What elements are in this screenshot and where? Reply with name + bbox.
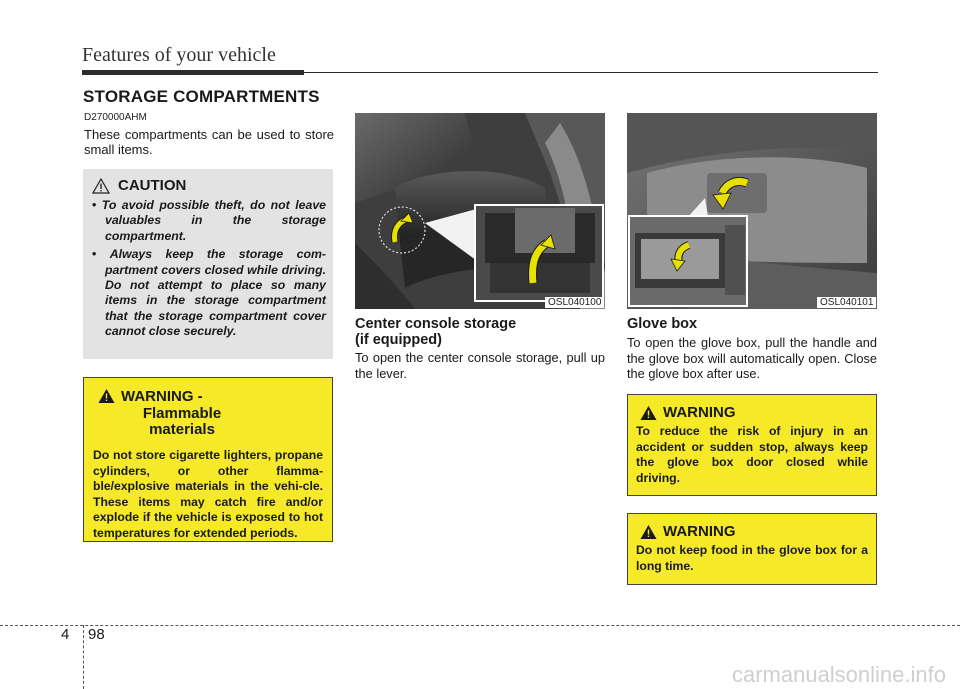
document-code: D270000AHM bbox=[84, 112, 147, 123]
warning-triangle-icon bbox=[640, 405, 657, 421]
warning-flammable-title: WARNING - bbox=[121, 388, 203, 405]
warning-flammable-text: Do not store cigarette lighters, propane cylinders, or other flamma-ble/explosive materials in the vehi-cle. These items may catch fire and/or explode if the vehicle is exposed to hot temperatures for extended periods. bbox=[93, 448, 323, 540]
center-console-image-label: OSL040100 bbox=[545, 297, 604, 308]
center-console-title-line1: Center console storage bbox=[355, 316, 517, 332]
center-console-title-line2: (if equipped) bbox=[355, 332, 442, 348]
center-console-title bbox=[355, 316, 605, 348]
center-console-image bbox=[355, 113, 605, 309]
warning-food-header bbox=[640, 524, 868, 540]
glove-box-image bbox=[627, 113, 877, 309]
glove-box-illustration bbox=[627, 113, 877, 309]
warning-flammable-header bbox=[98, 388, 323, 439]
center-console-illustration bbox=[355, 113, 605, 309]
warning-triangle-icon bbox=[98, 388, 115, 404]
header-title: Features of your vehicle bbox=[82, 44, 276, 66]
glove-box-text: To open the glove box, pull the handle and the glove box will automatically open. Close the glove box after use. bbox=[627, 335, 877, 381]
glove-box-title: Glove box bbox=[627, 316, 698, 332]
caution-list bbox=[92, 198, 326, 343]
caution-header bbox=[92, 177, 186, 194]
warning-glovebox-door-text: To reduce the risk of injury in an accident or sudden stop, always keep the glove box door closed while driving. bbox=[636, 424, 868, 485]
caution-item: • Always keep the storage com-partment covers closed while driving. Do not attempt to place so many items in the storage compartment that the storage compartment cover cannot close securely. bbox=[92, 247, 326, 339]
warning-triangle-icon bbox=[92, 178, 110, 194]
intro-text: These compartments can be used to store small items. bbox=[84, 127, 334, 157]
warning-glovebox-door-box bbox=[627, 394, 877, 496]
warning-glovebox-door-header bbox=[640, 405, 868, 421]
warning-flammable-box bbox=[83, 377, 333, 542]
warning-flammable-subtitle: Flammable materials bbox=[142, 405, 222, 438]
caution-title: CAUTION bbox=[118, 177, 187, 194]
warning-food-title: WARNING bbox=[663, 523, 736, 540]
warning-food-box bbox=[627, 513, 877, 585]
footer-rule bbox=[0, 625, 960, 626]
warning-triangle-icon bbox=[640, 524, 657, 540]
warning-food-text: Do not keep food in the glove box for a long time. bbox=[636, 543, 868, 573]
watermark: carmanualsonline.info bbox=[731, 662, 946, 687]
caution-item: • To avoid possible theft, do not leave valuables in the storage compartment. bbox=[92, 198, 326, 244]
glove-box-image-label: OSL040101 bbox=[817, 297, 876, 308]
center-console-text: To open the center console storage, pull up the lever. bbox=[355, 350, 605, 381]
warning-glovebox-door-title: WARNING bbox=[663, 404, 736, 421]
footer-page-number: 98 bbox=[88, 626, 105, 643]
footer-divider bbox=[83, 625, 84, 689]
section-title: STORAGE COMPARTMENTS bbox=[83, 87, 320, 106]
footer-section-number: 4 bbox=[61, 626, 70, 643]
header-accent-bar bbox=[82, 70, 304, 75]
